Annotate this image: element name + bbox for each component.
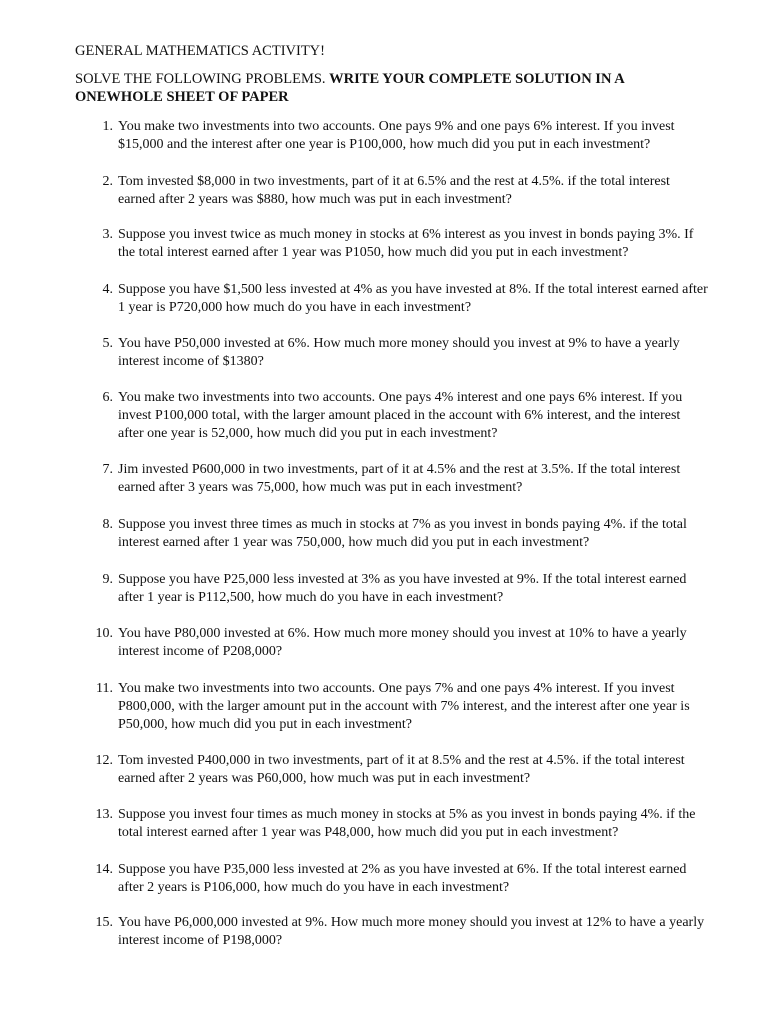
instructions-plain: SOLVE THE FOLLOWING PROBLEMS. bbox=[75, 71, 330, 87]
problem-number: 9. bbox=[102, 572, 113, 587]
problem-text: Suppose you have P35,000 less invested at 2% as you have invested at 6%. If the total interest earned after 2 years is P106,000, how much do you have in each investment? bbox=[118, 862, 687, 895]
problem-number: 15. bbox=[95, 915, 113, 930]
problem-text: You make two investments into two accounts. One pays 9% and one pays 6% interest. If you invest $15,000 and the interest after one year is P100,000, how much did you put in each investment? bbox=[118, 119, 675, 152]
problem-number: 1. bbox=[102, 119, 113, 134]
problem-number: 11. bbox=[96, 681, 113, 696]
problem-number: 7. bbox=[102, 462, 113, 477]
problem-text: Jim invested P600,000 in two investments, part of it at 4.5% and the rest at 3.5%. If the total interest earned after 3 years was 75,000, how much was put in each investment? bbox=[118, 462, 681, 495]
problem-number: 4. bbox=[102, 282, 113, 297]
problem-number: 5. bbox=[102, 336, 113, 351]
problem-number: 13. bbox=[95, 807, 113, 822]
problem-number: 3. bbox=[102, 227, 113, 242]
problem-number: 8. bbox=[102, 517, 113, 532]
problem-text: Suppose you invest three times as much in stocks at 7% as you invest in bonds paying 4%. if the total interest earned after 1 year was 750,000, how much did you put in each investment? bbox=[118, 517, 687, 550]
problem-text: Suppose you have P25,000 less invested at 3% as you have invested at 9%. If the total interest earned after 1 year is P112,500, how much do you have in each investment? bbox=[118, 572, 687, 605]
document-title: GENERAL MATHEMATICS ACTIVITY! bbox=[75, 43, 325, 59]
problem-text: Suppose you invest four times as much money in stocks at 5% as you invest in bonds paying 4%. if the total interest earned after 1 year was P48,000, how much did you put in each investment? bbox=[118, 807, 696, 840]
problem-text: You make two investments into two accounts. One pays 4% interest and one pays 6% interest. If you invest P100,000 total, with the larger amount placed in the account with 6% interest, and the interest after one year is 52,000, how much did you put in each investment? bbox=[118, 390, 683, 441]
instructions bbox=[75, 70, 695, 106]
problem-text: Tom invested P400,000 in two investments, part of it at 8.5% and the rest at 4.5%. if the total interest earned after 2 years was P60,000, how much was put in each investment? bbox=[118, 753, 685, 786]
problem-text: Suppose you have $1,500 less invested at 4% as you have invested at 8%. If the total interest earned after 1 year is P720,000 how much do you have in each investment? bbox=[118, 282, 708, 315]
problem-number: 6. bbox=[102, 390, 113, 405]
problem-text: You have P50,000 invested at 6%. How much more money should you invest at 9% to have a yearly interest income of $1380? bbox=[118, 336, 680, 369]
problem-number: 10. bbox=[95, 626, 113, 641]
problem-text: You have P6,000,000 invested at 9%. How much more money should you invest at 12% to have a yearly interest income of P198,000? bbox=[118, 915, 705, 948]
problem-text: Suppose you invest twice as much money in stocks at 6% interest as you invest in bonds paying 3%. If the total interest earned after 1 year was P1050, how much did you put in each investment? bbox=[118, 227, 694, 260]
problem-text: You have P80,000 invested at 6%. How much more money should you invest at 10% to have a yearly interest income of P208,000? bbox=[118, 626, 687, 659]
problem-number: 2. bbox=[102, 174, 113, 189]
problem-text: Tom invested $8,000 in two investments, part of it at 6.5% and the rest at 4.5%. if the total interest earned after 2 years was $880, how much was put in each investment? bbox=[118, 174, 670, 207]
instructions-bold: WRITE YOUR COMPLETE SOLUTION IN A ONEWHOLE SHEET OF PAPER bbox=[75, 71, 624, 105]
problem-number: 14. bbox=[95, 862, 113, 877]
problem-number: 12. bbox=[95, 753, 113, 768]
problem-text: You make two investments into two accounts. One pays 7% and one pays 4% interest. If you invest P800,000, with the larger amount put in the account with 7% interest, and the interest after one year is P50,000, how much did you put in each investment? bbox=[118, 681, 690, 732]
